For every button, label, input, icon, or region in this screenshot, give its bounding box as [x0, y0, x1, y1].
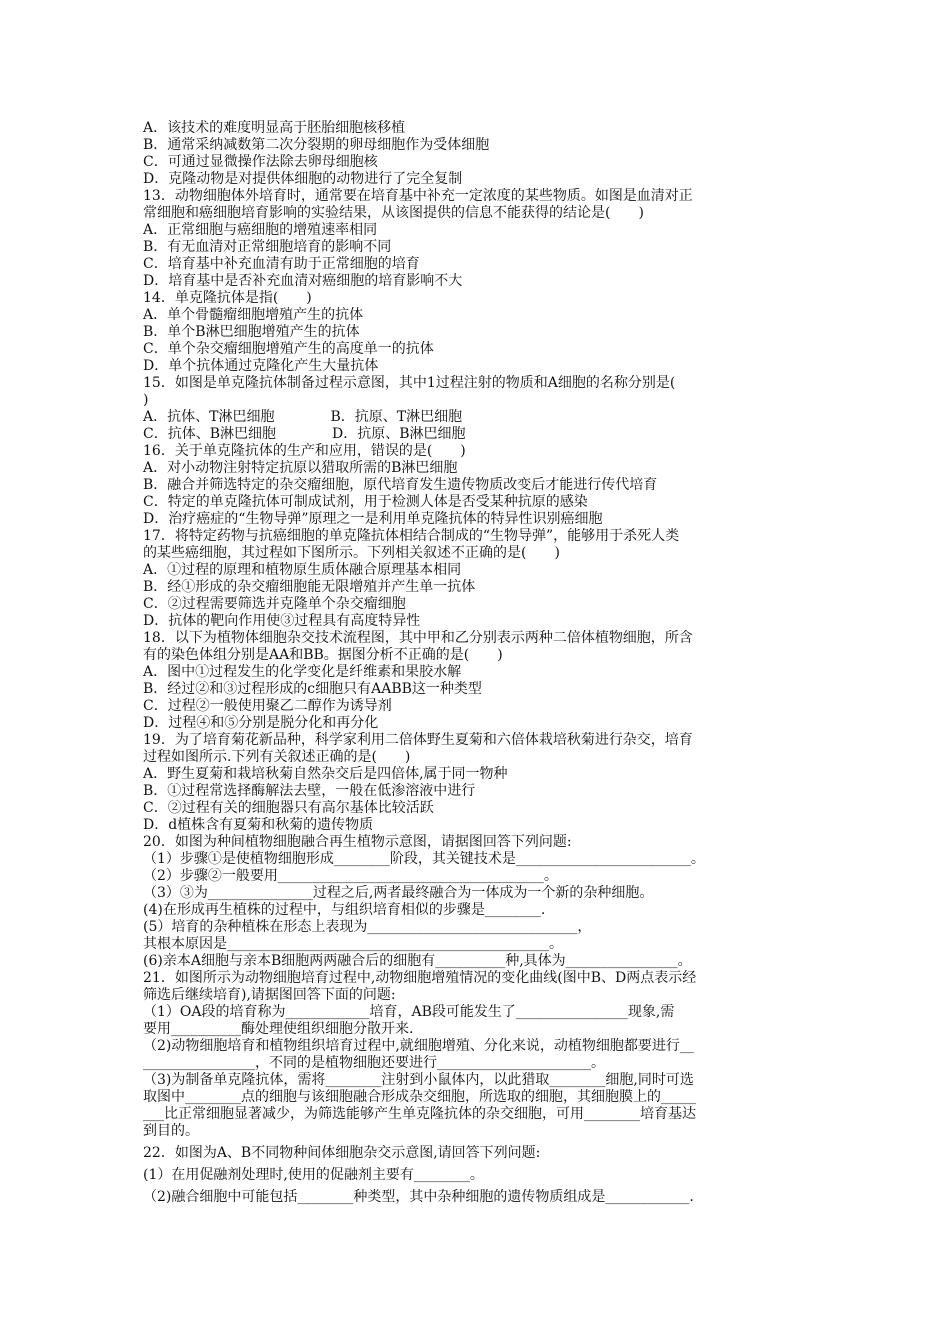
text-line: A．对小动物注射特定抗原以猎取所需的B淋巴细胞	[143, 460, 458, 476]
question-13: 13．动物细胞体外培育时，通常要在培育基中补充一定浓度的某些物质。如图是血清对正	[143, 188, 693, 204]
question-16: 16．关于单克隆抗体的生产和应用，错误的是( )	[143, 443, 466, 459]
text-line: A．图中①过程发生的化学变化是纤维素和果胶水解	[143, 664, 462, 680]
text-line: C．特定的单克隆抗体可制成试剂，用于检测人体是否受某种抗原的感染	[143, 494, 588, 510]
text-line: 取图中________点的细胞与该细胞融合形成杂交细胞，所选取的细胞，其细胞膜上的_____	[143, 1089, 696, 1105]
document-page	[143, 120, 815, 1206]
text-line: B．经过②和③过程形成的c细胞只有AABB这一种类型	[143, 681, 482, 697]
text-line: C．②过程需要筛选并克隆单个杂交瘤细胞	[143, 596, 406, 612]
text-line: A．单个骨髓瘤细胞增殖产生的抗体	[143, 307, 364, 323]
text-line: C．单个杂交瘤细胞增殖产生的高度单一的抗体	[143, 341, 434, 357]
text-line: （2）步骤②一般要用______________________________________。	[143, 868, 558, 884]
text-line: D．d植株含有夏菊和秋菊的遗传物质	[143, 817, 374, 833]
text-line: （3)为制备单克隆抗体，需将________注射到小鼠体内，以此猎取________细胞,同时可选	[143, 1072, 694, 1088]
question-17: 17．将特定药物与抗癌细胞的单克隆抗体相结合制成的“生物导弹”，能够用于杀死人类	[143, 528, 680, 544]
question-20: 20．如图为种间植物细胞融合再生植物示意图，请据图回答下列问题:	[143, 834, 572, 850]
text-line: C．②过程有关的细胞器只有高尔基体比较活跃	[143, 800, 434, 816]
text-line: 过程如图所示.下列有关叙述正确的是( )	[143, 749, 411, 765]
text-line: ___比正常细胞显著减少，为筛选能够产生单克隆抗体的杂交细胞，可用________培育基达	[143, 1106, 696, 1122]
text-line: A．正常细胞与癌细胞的增殖速率相同	[143, 222, 378, 238]
text-line: )	[143, 392, 149, 408]
text-line: 常细胞和癌细胞培育影响的实验结果，从该图提供的信息不能获得的结论是( )	[143, 205, 644, 221]
text-line: B．通常采纳减数第二次分裂期的卵母细胞作为受体细胞	[143, 137, 490, 153]
text-line: A．抗体、T淋巴细胞 B．抗原、T淋巴细胞	[143, 409, 463, 425]
text-line: D．过程④和⑤分别是脱分化和再分化	[143, 715, 379, 731]
text-line: D．抗体的靶向作用使③过程具有高度特异性	[143, 613, 421, 629]
text-line: (5）培育的杂种植株在形态上表现为______________________________，	[143, 919, 592, 935]
text-line: 其根本原因是______________________________________________。	[143, 936, 563, 952]
text-line: (4)在形成再生植株的过程中，与组织培育相似的步骤是________.	[143, 902, 546, 918]
text-line: (1）在用促融剂处理时,使用的促融剂主要有________。	[143, 1167, 484, 1183]
text-line: 筛选后继续培育),请据图回答下面的问题:	[143, 987, 396, 1003]
text-line: （3）③为_______________过程之后,两者最终融合为一体成为一个新的杂种细胞。	[143, 885, 654, 901]
text-line: 的某些癌细胞，其过程如下图所示。下列相关叙述不正确的是( )	[143, 545, 560, 561]
text-line: ________________，不同的是植物细胞还要进行______________________。	[143, 1055, 605, 1071]
text-line: C．可通过显微操作法除去卵母细胞核	[143, 154, 378, 170]
question-22: 22．如图为A、B不同物种间体细胞杂交示意图,请回答下列问题:	[143, 1145, 541, 1161]
text-line: C．抗体、B淋巴细胞 D．抗原、B淋巴细胞	[143, 426, 466, 442]
text-line: （1）步骤①是使植物细胞形成________阶段，其关键技术是_________________________。	[143, 851, 705, 867]
text-line: B．单个B淋巴细胞增殖产生的抗体	[143, 324, 360, 340]
text-line: C．过程②一般使用聚乙二醇作为诱导剂	[143, 698, 392, 714]
text-line: D．单个抗体通过克隆化产生大量抗体	[143, 358, 379, 374]
text-line: C．培育基中补充血清有助于正常细胞的培育	[143, 256, 420, 272]
text-line: A．该技术的难度明显高于胚胎细胞核移植	[143, 120, 406, 136]
question-19: 19．为了培育菊花新品种，科学家利用二倍体野生夏菊和六倍体栽培秋菊进行杂交，培育	[143, 732, 693, 748]
text-line: 有的染色体组分别是AA和BB。据图分析不正确的是( )	[143, 647, 503, 663]
text-line: （1）OA段的培育称为____________培育，AB段可能发生了________________现象,需	[143, 1004, 675, 1020]
text-line: A．①过程的原理和植物原生质体融合原理基本相同	[143, 562, 462, 578]
text-line: 要用__________酶处理使组织细胞分散开来.	[143, 1021, 414, 1037]
text-line: （2)融合细胞中可能包括________种类型，其中杂种细胞的遗传物质组成是____________.	[143, 1189, 694, 1205]
question-15: 15．如图是单克隆抗体制备过程示意图，其中1过程注射的物质和A细胞的名称分别是(	[143, 375, 676, 391]
text-line: A．野生夏菊和栽培秋菊自然杂交后是四倍体,属于同一物种	[143, 766, 508, 782]
text-line: B．①过程常选择酶解法去壁，一般在低渗溶液中进行	[143, 783, 476, 799]
question-14: 14．单克隆抗体是指( )	[143, 290, 312, 306]
question-18: 18．以下为植物体细胞杂交技术流程图，其中甲和乙分别表示两种二倍体植物细胞，所含	[143, 630, 693, 646]
question-21: 21．如图所示为动物细胞培育过程中,动物细胞增殖情况的变化曲线(图中B、D两点表示经	[143, 970, 697, 986]
text-line: 到目的。	[143, 1123, 199, 1139]
text-line: B．融合并筛选特定的杂交瘤细胞，原代培育发生遗传物质改变后才能进行传代培育	[143, 477, 658, 493]
text-line: (6)亲本A细胞与亲本B细胞两两融合后的细胞有__________种,具体为________________。	[143, 953, 692, 969]
text-line: （2)动物细胞培育和植物组织培育过程中,就细胞增殖、分化来说，动植物细胞都要进行__	[143, 1038, 694, 1054]
text-line: B．有无血清对正常细胞培育的影响不同	[143, 239, 392, 255]
text-line: D．培育基中是否补充血清对癌细胞的培育影响不大	[143, 273, 463, 289]
text-line: B．经①形成的杂交瘤细胞能无限增殖并产生单一抗体	[143, 579, 476, 595]
text-line: D．克隆动物是对提供体细胞的动物进行了完全复制	[143, 171, 463, 187]
text-line: D．治疗癌症的“生物导弹”原理之一是利用单克隆抗体的特异性识别癌细胞	[143, 511, 603, 527]
